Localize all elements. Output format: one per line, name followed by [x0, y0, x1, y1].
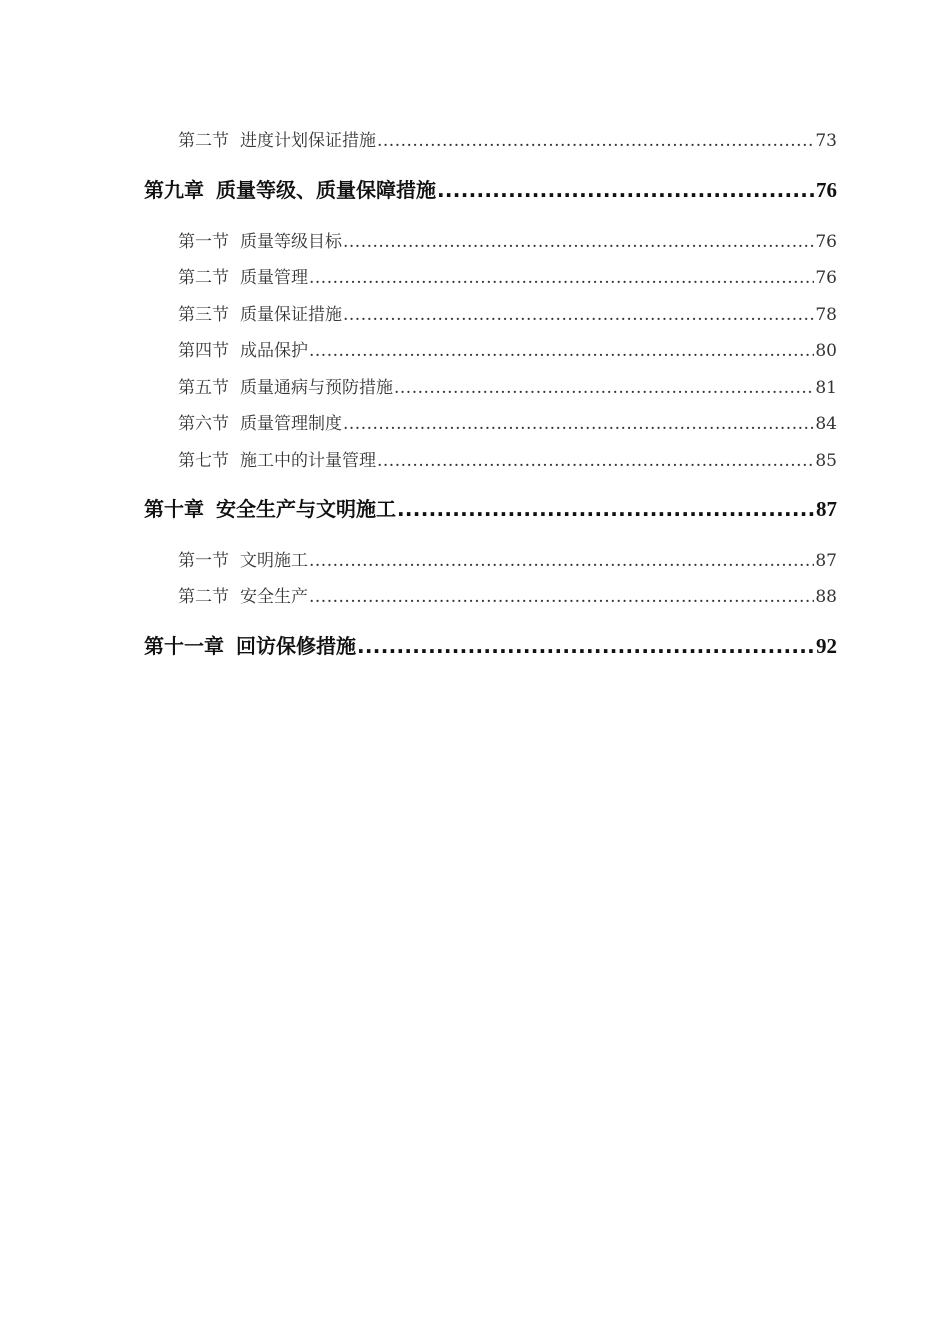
toc-dot-leader: [309, 551, 814, 571]
toc-entry-title: 质量等级目标: [240, 232, 342, 252]
toc-page-number: 76: [815, 232, 837, 252]
toc-dot-leader: [394, 378, 814, 398]
toc-entry-label: [178, 263, 308, 288]
toc-entry-number: 第七节: [178, 451, 229, 471]
toc-page-number: 73: [815, 131, 837, 151]
toc-entry-label: [178, 546, 308, 571]
toc-entry-label: [178, 126, 376, 151]
toc-chapter-entry[interactable]: [144, 493, 837, 522]
toc-entry-number: 第五节: [178, 378, 229, 398]
toc-dot-leader: [309, 587, 814, 607]
toc-section-entry[interactable]: [178, 263, 837, 288]
toc-dot-leader: [397, 497, 815, 521]
toc-entry-label: [144, 630, 356, 659]
toc-page-number: 78: [815, 305, 837, 325]
toc-section-entry[interactable]: [178, 582, 837, 607]
toc-entry-title: 安全生产与文明施工: [216, 497, 396, 521]
toc-entry-title: 质量管理制度: [240, 414, 342, 434]
toc-entry-label: [178, 336, 308, 361]
toc-entry-number: 第二节: [178, 131, 229, 151]
toc-entry-number: 第六节: [178, 414, 229, 434]
toc-entry-title: 质量等级、质量保障措施: [216, 178, 436, 202]
toc-section-entry[interactable]: [178, 546, 837, 571]
toc-page-number: 81: [815, 378, 837, 398]
toc-section-entry[interactable]: [178, 126, 837, 151]
toc-page-number: 76: [816, 178, 837, 202]
toc-dot-leader: [437, 178, 815, 202]
toc-dot-leader: [343, 414, 814, 434]
toc-dot-leader: [343, 305, 814, 325]
toc-entry-number: 第九章: [144, 178, 204, 202]
toc-chapter-entry[interactable]: [144, 174, 837, 203]
toc-entry-number: 第十一章: [144, 634, 224, 658]
toc-page-number: 84: [815, 414, 837, 434]
toc-entry-title: 文明施工: [240, 551, 308, 571]
toc-section-entry[interactable]: [178, 227, 837, 252]
toc-entry-number: 第十章: [144, 497, 204, 521]
toc-entry-number: 第四节: [178, 341, 229, 361]
toc-chapter-entry[interactable]: [144, 630, 837, 659]
toc-page-number: 80: [815, 341, 837, 361]
toc-dot-leader: [343, 232, 814, 252]
toc-dot-leader: [377, 451, 814, 471]
toc-section-entry[interactable]: [178, 409, 837, 434]
toc-page-number: 88: [815, 587, 837, 607]
toc-entry-title: 质量通病与预防措施: [240, 378, 393, 398]
toc-section-entry[interactable]: [178, 446, 837, 471]
toc-entry-label: [178, 582, 308, 607]
toc-page-number: 92: [816, 634, 837, 658]
toc-section-entry[interactable]: [178, 300, 837, 325]
toc-dot-leader: [309, 341, 814, 361]
toc-entry-label: [178, 373, 393, 398]
toc-entry-title: 回访保修措施: [236, 634, 356, 658]
toc-section-entry[interactable]: [178, 373, 837, 398]
toc-dot-leader: [357, 634, 815, 658]
toc-dot-leader: [377, 131, 814, 151]
toc-entry-title: 进度计划保证措施: [240, 131, 376, 151]
toc-entry-number: 第一节: [178, 551, 229, 571]
toc-entry-label: [178, 227, 342, 252]
toc-entry-label: [178, 300, 342, 325]
toc-entry-title: 施工中的计量管理: [240, 451, 376, 471]
toc-entry-number: 第一节: [178, 232, 229, 252]
toc-entry-title: 安全生产: [240, 587, 308, 607]
toc-entry-label: [178, 446, 376, 471]
toc-page-number: 76: [815, 268, 837, 288]
toc-page-number: 85: [815, 451, 837, 471]
toc-entry-title: 成品保护: [240, 341, 308, 361]
toc-entry-number: 第二节: [178, 587, 229, 607]
toc-entry-number: 第二节: [178, 268, 229, 288]
toc-page-number: 87: [815, 551, 837, 571]
toc-section-entry[interactable]: [178, 336, 837, 361]
toc-entry-title: 质量保证措施: [240, 305, 342, 325]
toc-dot-leader: [309, 268, 814, 288]
toc-page-number: 87: [816, 497, 837, 521]
toc-entry-label: [178, 409, 342, 434]
toc-entry-label: [144, 174, 436, 203]
toc-entry-title: 质量管理: [240, 268, 308, 288]
toc-entry-label: [144, 493, 396, 522]
toc-entry-number: 第三节: [178, 305, 229, 325]
